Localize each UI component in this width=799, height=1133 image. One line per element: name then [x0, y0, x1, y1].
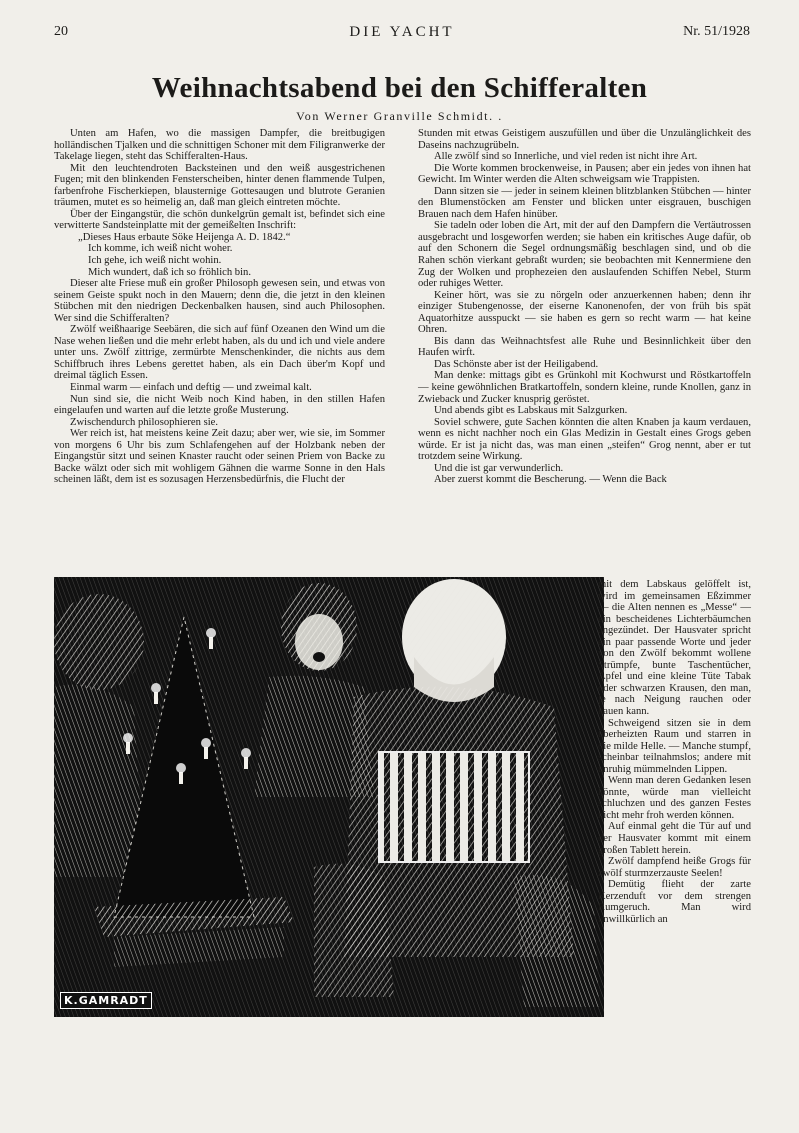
paragraph: Schweigend sitzen sie in dem überheizten Raum und starren in die milde Helle. — Manche stumpf, scheinbar teilnahmslos; andere mit unruhig mümmelnden Lippen.: [598, 717, 751, 775]
paragraph: Bis dann das Weihnachtsfest alle Ruhe und Besinnlichkeit über den Haufen wirft.: [418, 335, 751, 359]
paragraph: Alle zwölf sind so Innerliche, und viel reden ist nicht ihre Art.: [434, 151, 698, 163]
paragraph: Man denke: mittags gibt es Grünkohl mit Kochwurst und Röstkartoffeln — keine gewöhnlichen Bratkartoffeln, sondern kleine, runde Knollen, ganz in Zwieback und Zucker knusprig geröstet.: [418, 370, 751, 405]
paragraph: Die Worte kommen brockenweise, in Pausen; aber ein jedes von ihnen hat Gewicht. Im Winter werden die Alten schweigsam wie Trappisten.: [418, 162, 751, 186]
paragraph: Stunden mit etwas Geistigem auszufüllen und über die Unzulänglichkeit des Daseins nachzugrübeln.: [418, 128, 751, 151]
journal-title: DIE YACHT: [349, 24, 455, 40]
paragraph: Einmal warm — einfach und deftig — und zweimal kalt.: [70, 382, 312, 394]
paragraph: Dann sitzen sie — jeder in seinem kleinen blitzblanken Stübchen — hinter den Blumenstöcken am Fenster und blicken unter eisgrauen, buschigen Brauen nach dem Hafen hinüber.: [418, 185, 751, 220]
paragraph: Wer reich ist, hat meistens keine Zeit dazu; aber wer, wie sie, im Sommer von morgens 6 Uhr bis zum Schlafengehen auf der Holzbank neben der Eingangstür sitzt und seinen Knaster raucht oder seinen Priem von Backe zu Backe wälzt oder sich mit wohligem Gähnen die warme Sonne in den Hals scheinen läßt, dem ist es sozusagen Herzensbedürfnis, die Flucht der: [54, 428, 385, 486]
paragraph: Das Schönste aber ist der Heiligabend.: [434, 358, 599, 370]
running-header: [54, 24, 750, 44]
left-column: [54, 128, 385, 486]
paragraph: Zwölf dampfend heiße Grogs für zwölf sturmzerzauste Seelen!: [598, 856, 751, 879]
article-byline: Von Werner Granville Schmidt. .: [296, 109, 503, 123]
paragraph: Und die ist gar verwunderlich.: [434, 462, 564, 474]
paragraph: Unten am Hafen, wo die massigen Dampfer, die breitbugigen holländischen Tjalken und die schnittigen Schoner mit dem Filigranwerke der Takelage liegen, steht das Schifferalten-Haus.: [54, 128, 385, 163]
artist-signature: K.GAMRADT: [60, 992, 152, 1009]
inscription-line: „Dieses Haus erbaute Söke Heijenga A. D. 1842.“: [78, 231, 291, 243]
article-title: Weihnachtsabend bei den Schifferalten: [151, 72, 648, 104]
paragraph: Dieser alte Friese muß ein großer Philosoph gewesen sein, und etwas von seinem Geiste spukt noch in den Mauern; denn die, die jetzt in den kleinen Stübchen mit den niedrigen Deckenbalken hausen, sind auch Philosophen. Wer sind die Schifferalten?: [54, 278, 385, 324]
issue-number: Nr. 51/1928: [683, 24, 750, 39]
page-number: 20: [54, 24, 68, 39]
paragraph: Aber zuerst kommt die Bescherung. — Wenn die Back: [434, 474, 667, 486]
paragraph: Demütig flieht der zarte Kerzenduft vor dem strengen Rumgeruch. Man wird unwillkürlich an: [598, 879, 751, 925]
paragraph: Auf einmal geht die Tür auf und der Hausvater kommt mit einem großen Tablett herein.: [598, 821, 751, 856]
paragraph: Soviel schwere, gute Sachen könnten die alten Knaben ja kaum verdauen, wenn es nicht nachher noch ein Glas Medizin in Gestalt eines Grogs geben würde. Er ist ja nicht das, was man einen „steifen“ Grog nennt, aber er tut trotzdem seine Wirkung.: [418, 416, 751, 463]
inscription-line: Ich komme, ich weiß nicht woher.: [88, 243, 233, 255]
paragraph: Keiner hört, was sie zu nörgeln oder anzuerkennen haben; denn ihr einziger Stubengenosse, der eiserne Kanonenofen, der von früh bis spät Aquatorhitze ausspuckt — sie haben es gern so recht warm — hat keine Ohren.: [418, 289, 751, 336]
inscription-line: Mich wundert, daß ich so fröhlich bin.: [88, 266, 251, 278]
paragraph: Sie tadeln oder loben die Art, mit der auf den Dampfern die Vertäutrossen ausgebracht und losgeworfen werden; sie haben ein kritisches Auge dafür, ob auf den Schonern die Segel ordnungsmäßig beschlagen sind, und ob die Rahen schön vierkant gebraßt wurden; sie beobachten mit Kennermiene den Zug der Wolken und prophezeien den auslaufenden Schiffen Nebel, Sturm oder ruhiges Wetter.: [418, 220, 751, 290]
illustration-old-sailors: [54, 577, 604, 1017]
paragraph: Und abends gibt es Labskaus mit Salzgurken.: [434, 405, 628, 417]
illustration-drawing: [54, 577, 604, 1017]
paragraph: Nun sind sie, die nicht Weib noch Kind haben, in den stillen Hafen eingelaufen und warten auf die letzte große Musterung.: [54, 393, 385, 417]
right-column: [418, 128, 751, 486]
paragraph: Zwölf weißhaarige Seebären, die sich auf fünf Ozeanen den Wind um die Nase wehen ließen und die mehr erlebt haben, als du und ich und viele andere unter uns. Zwölf zittrige, zermürbte Menschenkinder, die nichts aus dem Schiffbruch ihres Lebens gerettet haben, als ein Dach über'm Kopf und dreimal täglich Essen.: [54, 324, 385, 382]
paragraph: Über der Eingangstür, die schön dunkelgrün gemalt ist, befindet sich eine verwitterte Sandsteinplatte mit der gemeißelten Inschrift:: [54, 208, 385, 232]
paragraph: Zwischendurch philosophieren sie.: [70, 416, 218, 428]
paragraph: mit dem Labskaus gelöffelt ist, wird im gemeinsamen Eßzimmer — die Alten nennen es „Messe“ — ein bescheidenes Lichterbäumchen angezündet. Der Hausvater spricht ein paar passende Worte und jeder von den Zwölf bekommt wollene Strümpfe, bunte Taschentücher, Äpfel und eine kleine Tüte Tabak oder schwarzen Krausen, den man, je nach Neigung rauchen oder kauen kann.: [598, 579, 751, 718]
paragraph: Mit den leuchtendroten Backsteinen und den weiß ausgestrichenen Fugen; mit den blinkenden Fensterscheiben, hinter denen flammende Tulpen, farbenfrohe Fischerkiepen, blausternige Gottesaugen und blutrote Geranien träumen, mutet es so heimelig an, daß man gleich eintreten möchte.: [54, 162, 385, 209]
inscription-line: Ich gehe, ich weiß nicht wohin.: [88, 255, 222, 267]
side-column: [598, 579, 751, 925]
paragraph: Wenn man deren Gedanken lesen könnte, würde man vielleicht schluchzen und des ganzen Festes nicht mehr froh werden können.: [598, 775, 751, 821]
